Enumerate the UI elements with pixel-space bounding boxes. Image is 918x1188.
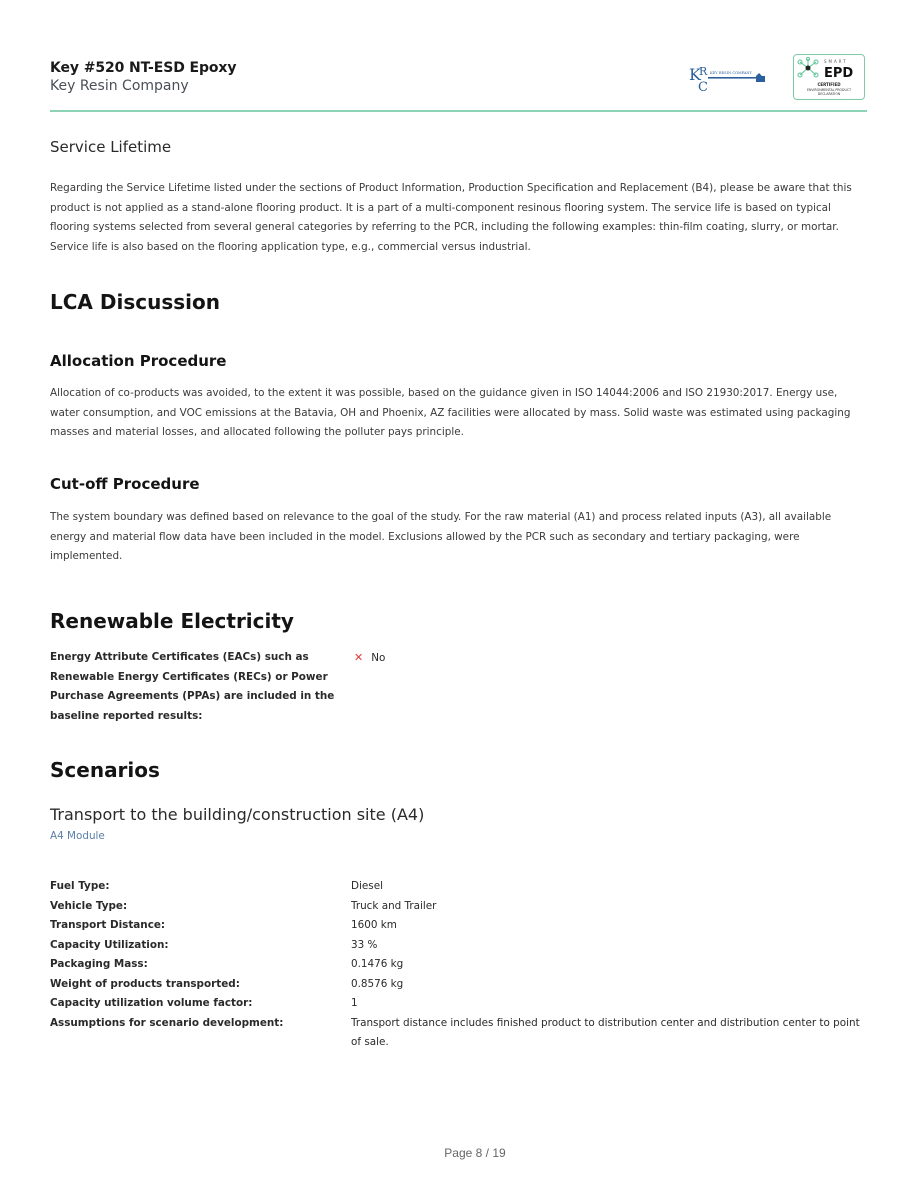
- table-row: [50, 936, 870, 956]
- row-label: Vehicle Type:: [50, 899, 128, 912]
- row-label: Transport Distance:: [50, 919, 166, 931]
- krc-logo-icon: [688, 63, 768, 93]
- eac-answer-value: No: [371, 652, 386, 664]
- a4-scenario-table: [50, 877, 870, 1053]
- svg-text:K: K: [689, 65, 701, 84]
- table-row: [50, 877, 870, 897]
- svg-text:DECLARATION: DECLARATION: [817, 92, 841, 96]
- renewable-electricity-heading: Renewable Electricity: [50, 609, 294, 633]
- svg-text:C: C: [698, 80, 708, 93]
- svg-text:CERTIFIED: CERTIFIED: [817, 82, 841, 87]
- company-name: Key Resin Company: [50, 78, 189, 94]
- row-value: 0.1476 kg: [351, 958, 404, 970]
- row-label: Packaging Mass:: [50, 958, 148, 970]
- table-row: [50, 994, 870, 1014]
- a4-module-label: A4 Module: [50, 830, 105, 842]
- lca-discussion-heading: LCA Discussion: [50, 290, 220, 314]
- table-row: [50, 897, 870, 917]
- smart-epd-badge: [793, 54, 865, 100]
- row-label: Capacity Utilization:: [50, 938, 169, 951]
- allocation-procedure-text: Allocation of co-products was avoided, to the extent it was possible, based on the guidance given in ISO 14044:2006 and ISO 21930:2017. Energy use, water consumption, and VOC emissions at the Batavia, OH and Phoenix, AZ facilities were allocated by mass. Solid waste was estimated using packaging masses and material losses, and allocated following the polluter pays principle.: [50, 387, 851, 439]
- eac-answer: [354, 648, 385, 669]
- row-value: 33 %: [351, 938, 378, 951]
- row-value: 0.8576 kg: [351, 977, 404, 990]
- row-value: 1600 km: [351, 919, 397, 931]
- table-row: [50, 1014, 870, 1053]
- row-label: Assumptions for scenario development:: [50, 1016, 284, 1029]
- cutoff-procedure-text: The system boundary was defined based on relevance to the goal of the study. For the raw material (A1) and process related inputs (A3), all available energy and material flow data have been included in the model. Exclusions allowed by the PCR such as secondary and tertiary packaging, were implemented.: [50, 511, 832, 563]
- allocation-procedure-heading: Allocation Procedure: [50, 352, 227, 370]
- epd-network-icon: [794, 55, 864, 99]
- header-divider: [50, 110, 867, 112]
- table-row: [50, 916, 870, 936]
- a4-transport-heading: Transport to the building/construction site (A4): [50, 805, 425, 824]
- svg-text:R: R: [699, 65, 708, 78]
- product-title: Key #520 NT-ESD Epoxy: [50, 60, 237, 76]
- row-label: Fuel Type:: [50, 880, 110, 892]
- scenarios-heading: Scenarios: [50, 758, 160, 782]
- row-value: Transport distance includes finished product to distribution center and distribution center to point of sale.: [351, 1016, 860, 1048]
- x-icon: ✕: [354, 651, 364, 664]
- service-lifetime-heading: Service Lifetime: [50, 138, 172, 156]
- row-value: Truck and Trailer: [351, 899, 437, 912]
- row-label: Capacity utilization volume factor:: [50, 997, 253, 1009]
- page-number: Page 8 / 19: [444, 1146, 506, 1160]
- row-value: Diesel: [351, 880, 383, 892]
- svg-text:ENVIRONMENTAL PRODUCT: ENVIRONMENTAL PRODUCT: [806, 88, 852, 92]
- svg-text:KEY RESIN COMPANY: KEY RESIN COMPANY: [710, 71, 752, 75]
- cutoff-procedure-heading: Cut-off Procedure: [50, 475, 200, 493]
- table-row: [50, 955, 870, 975]
- svg-text:EPD: EPD: [824, 66, 854, 81]
- svg-text:SMART: SMART: [824, 59, 848, 64]
- eac-question-label: Energy Attribute Certificates (EACs) such as Renewable Energy Certificates (RECs) or Power Purchase Agreements (PPAs) are included in the baseline reported results:: [50, 651, 335, 722]
- row-value: 1: [351, 997, 358, 1009]
- row-label: Weight of products transported:: [50, 977, 240, 990]
- service-lifetime-text: Regarding the Service Lifetime listed under the sections of Product Information, Production Specification and Replacement (B4), please be aware that this product is not applied as a stand-alone flooring product. It is a part of a multi-component resinous flooring system. The service life is based on typical flooring systems selected from several general categories by referring to the PCR, including the following examples: thin-film coating, slurry, or mortar. Service life is also based on the flooring application type, e.g., commercial versus industrial.: [50, 182, 852, 253]
- table-row: [50, 975, 870, 995]
